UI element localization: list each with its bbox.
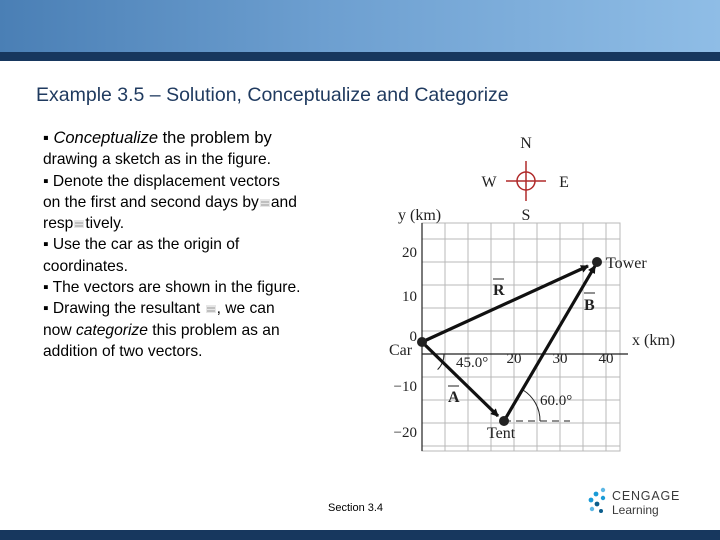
vector-r-label: R (493, 282, 505, 299)
logo-name: CENGAGE (612, 489, 681, 503)
body-text (43, 128, 363, 362)
bullet-1: ▪ Conceptualize the problem by (43, 129, 272, 147)
vector-a-arrow (422, 342, 498, 416)
conceptualize-word: Conceptualize (53, 129, 159, 147)
tent-label: Tent (487, 425, 516, 442)
vector-a-label: A (448, 389, 460, 406)
header-band (0, 0, 720, 52)
x-tick-20: 20 (506, 351, 522, 367)
footer-rule (0, 530, 720, 540)
compass (481, 135, 568, 224)
vector-b-inline-icon (73, 218, 85, 230)
bullet-5-line3: addition of two vectors. (43, 342, 203, 360)
bullet-2-line2: on the first and second days by and (43, 193, 297, 211)
y-tick-20: 20 (402, 245, 417, 261)
bullet-2-line3: resp tively. (43, 215, 125, 233)
y-tick-m10: −10 (393, 379, 417, 395)
y-tick-10: 10 (402, 289, 417, 305)
angle-b-label: 60.0° (540, 393, 573, 409)
origin-label: Car (389, 342, 413, 359)
car-point (417, 337, 427, 347)
bullet-1-line2: drawing a sketch as in the figure. (43, 151, 271, 169)
bullet-3-line2: coordinates. (43, 257, 128, 275)
vector-a-inline-icon (259, 197, 271, 209)
vector-r-inline-icon (205, 303, 217, 315)
tower-point (592, 257, 602, 267)
header-rule (0, 52, 720, 61)
compass-south: S (521, 207, 531, 224)
bullet-4: ▪ The vectors are shown in the figure. (43, 279, 301, 297)
x-axis-label: x (km) (632, 332, 676, 349)
compass-north: N (520, 135, 532, 152)
section-footer: Section 3.4 (328, 502, 384, 514)
cengage-logo (584, 484, 694, 520)
vector-diagram (380, 126, 690, 456)
grid-frame (422, 223, 620, 451)
compass-west: W (481, 174, 497, 191)
y-tick-0: 0 (409, 329, 417, 345)
vector-b-label: B (584, 297, 595, 314)
bullet-5-line2: now categorize this problem as an (43, 321, 280, 339)
logo-sub: Learning (612, 503, 659, 517)
x-tick-30: 30 (552, 351, 568, 367)
compass-east: E (559, 174, 569, 191)
tower-label: Tower (606, 255, 647, 272)
y-axis-label: y (km) (398, 207, 442, 224)
bullet-2: ▪ Denote the displacement vectors (43, 172, 280, 190)
bullet-5: ▪ Drawing the resultant , we can (43, 300, 275, 318)
categorize-word: categorize (75, 321, 148, 339)
grid (422, 223, 620, 451)
x-tick-40: 40 (598, 351, 614, 367)
slide-title: Example 3.5 – Solution, Conceptualize and Categorize (36, 84, 509, 106)
angle-a-label: 45.0° (456, 355, 489, 371)
y-tick-m20: −20 (393, 425, 417, 441)
bullet-3: ▪ Use the car as the origin of (43, 236, 240, 254)
